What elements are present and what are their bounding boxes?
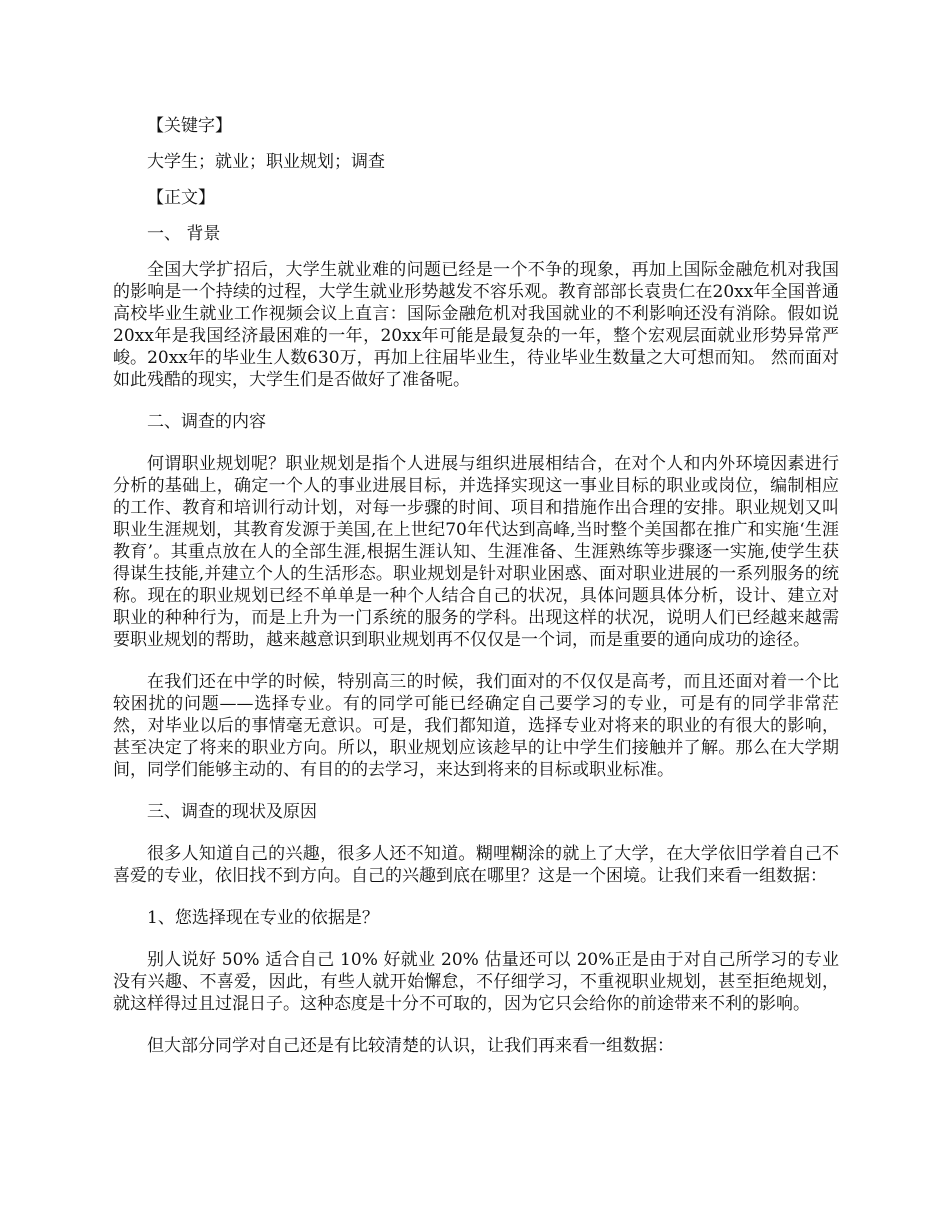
document-page (113, 115, 839, 1057)
section-title-status-causes: 三、调查的现状及原因 (147, 802, 317, 822)
paragraph-more-data: 但大部分同学对自己还是有比较清楚的认识，让我们再来看一组数据： (147, 1036, 674, 1056)
paragraph-interest: 很多人知道自己的兴趣，很多人还不知道。糊哩糊涂的就上了大学，在大学依旧学着自己不喜爱的专业，依旧找不到方向。自己的兴趣到底在哪里？这是一个困境。让我们来看一组数据： (113, 844, 839, 886)
keywords-heading: 【关键字】 (147, 116, 232, 136)
paragraph-career-planning: 何谓职业规划呢？职业规划是指个人进展与组织进展相结合，在对个人和内外环境因素进行分析的基础上，确定一个人的事业进展目标，并选择实现这一事业目标的职业或岗位，编制相应的工作、教育和培训行动计划，对每一步骤的时间、项目和措施作出合理的安排。职业规划又叫职业生涯规划，其教育发源于美国,在上世纪70年代达到高峰,当时整个美国都在推广和实施‘生涯教育’。其重点放在人的全部生涯,根据生涯认知、生涯准备、生涯熟练等步骤逐一实施,使学生获得谋生技能,并建立个人的生活形态。职业规划是针对职业困惑、面对职业进展的一系列服务的统称。现在的职业规划已经不单单是一种个人结合自己的状况，具体问题具体分析，设计、建立对职业的种种行为，而是上升为一门系统的服务的学科。出现这样的状况，说明人们已经越来越需要职业规划的帮助，越来越意识到职业规划再不仅仅是一个词，而是重要的通向成功的途径。 (113, 454, 839, 650)
section-title-background: 一、 背景 (147, 224, 221, 244)
keywords-text: 大学生；就业；职业规划；调查 (147, 152, 385, 172)
paragraph-major-selection: 在我们还在中学的时候，特别高三的时候，我们面对的不仅仅是高考，而且还面对着一个比较困扰的问题——选择专业。有的同学可能已经确定自己要学习的专业，可是有的同学非常茫然，对毕业以后的事情毫无意识。可是，我们都知道，选择专业对将来的职业的有很大的影响，甚至决定了将来的职业方向。所以，职业规划应该趁早的让中学生们接触并了解。那么在大学期间，同学们能够主动的、有目的的去学习，来达到将来的目标或职业标准。 (113, 672, 839, 780)
paragraph-survey-results: 别人说好 50% 适合自己 10% 好就业 20% 估量还可以 20%正是由于对自己所学习的专业没有兴趣、不喜爱，因此，有些人就开始懈怠，不仔细学习，不重视职业规划，甚至拒绝规划，就这样得过且过混日子。这种态度是十分不可取的，因为它只会给你的前途带来不利的影响。 (113, 950, 839, 1014)
paragraph-background: 全国大学扩招后，大学生就业难的问题已经是一个不争的现象，再加上国际金融危机对我国的影响是一个持续的过程，大学生就业形势越发不容乐观。教育部部长袁贵仁在20xx年全国普通高校毕业生就业工作视频会议上直言：国际金融危机对我国就业的不利影响还没有消除。假如说20xx年是我国经济最困难的一年，20xx年可能是最复杂的一年，整个宏观层面就业形势异常严峻。20xx年的毕业生人数630万，再加上往届毕业生，待业毕业生数量之大可想而知。 然而面对如此残酷的现实，大学生们是否做好了准备呢。 (113, 260, 839, 390)
question-1: 1、您选择现在专业的依据是？ (147, 908, 379, 928)
body-heading: 【正文】 (147, 188, 215, 208)
section-title-survey-content: 二、调查的内容 (147, 412, 266, 432)
